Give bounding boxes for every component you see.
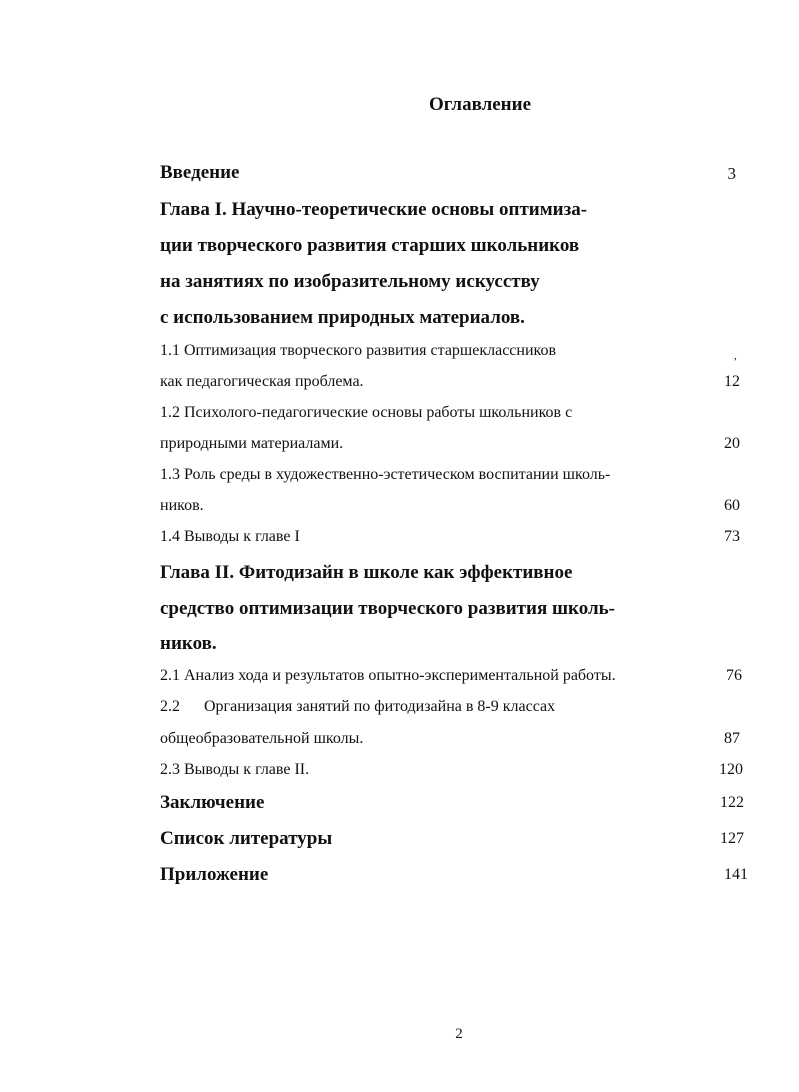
toc-title: Оглавление xyxy=(428,94,532,115)
toc-entry-2-1: 2.1 Анализ хода и результатов опытно-экспериментальной работы. xyxy=(160,667,616,684)
toc-entry-1-3-line1: 1.3 Роль среды в художественно-эстетическом воспитании школь- xyxy=(160,466,611,483)
toc-entry-2-3: 2.3 Выводы к главе II. xyxy=(160,761,310,778)
toc-entry-chapter1-line4: с использованием природных материалов. xyxy=(160,307,525,328)
toc-page-introduction: 3 xyxy=(727,164,736,183)
toc-entry-appendix: Приложение xyxy=(160,864,269,885)
toc-entry-chapter1-line2: ции творческого развития старших школьников xyxy=(160,235,580,256)
toc-entry-conclusion: Заключение xyxy=(160,792,265,813)
toc-page-conclusion: 122 xyxy=(720,794,744,811)
toc-entry-introduction: Введение xyxy=(160,162,240,183)
toc-entry-1-2-line1: 1.2 Психолого-педагогические основы работы школьников с xyxy=(160,404,573,421)
toc-page-1-3: 60 xyxy=(724,497,740,514)
toc-page-2-3: 120 xyxy=(719,761,743,778)
toc-page-2-1: 76 xyxy=(726,667,742,684)
toc-entry-bibliography: Список литературы xyxy=(160,828,333,849)
toc-entry-chapter2-line2: средство оптимизации творческого развития школь- xyxy=(160,598,615,619)
toc-entry-1-1-line2: как педагогическая проблема. xyxy=(160,373,364,390)
toc-page-2-2: 87 xyxy=(724,730,740,747)
toc-page-1-1-mark: , xyxy=(734,350,737,362)
toc-entry-1-2-line2: природными материалами. xyxy=(160,435,344,452)
toc-entry-chapter1-line3: на занятиях по изобразительному искусству xyxy=(160,271,540,292)
toc-entry-chapter2-line1: Глава II. Фитодизайн в школе как эффективное xyxy=(160,562,573,583)
toc-page-bibliography: 127 xyxy=(720,830,744,847)
toc-entry-1-3-line2: ников. xyxy=(160,497,204,514)
toc-entry-chapter2-line3: ников. xyxy=(160,633,217,654)
toc-entry-2-2-line1: 2.2 Организация занятий по фитодизайна в 8-9 классах xyxy=(160,698,556,715)
toc-page-1-2: 20 xyxy=(724,435,740,452)
toc-entry-2-2-line2: общеобразовательной школы. xyxy=(160,730,364,747)
toc-page-1-1: 12 xyxy=(724,373,740,390)
toc-entry-chapter1-line1: Глава I. Научно-теоретические основы оптимиза- xyxy=(160,199,588,220)
toc-entry-1-1-line1: 1.1 Оптимизация творческого развития старшеклассников xyxy=(160,342,557,359)
toc-page-1-4: 73 xyxy=(724,528,740,545)
toc-page-appendix: 141 xyxy=(724,866,748,883)
toc-entry-1-4: 1.4 Выводы к главе I xyxy=(160,528,300,545)
page-number: 2 xyxy=(455,1026,463,1042)
